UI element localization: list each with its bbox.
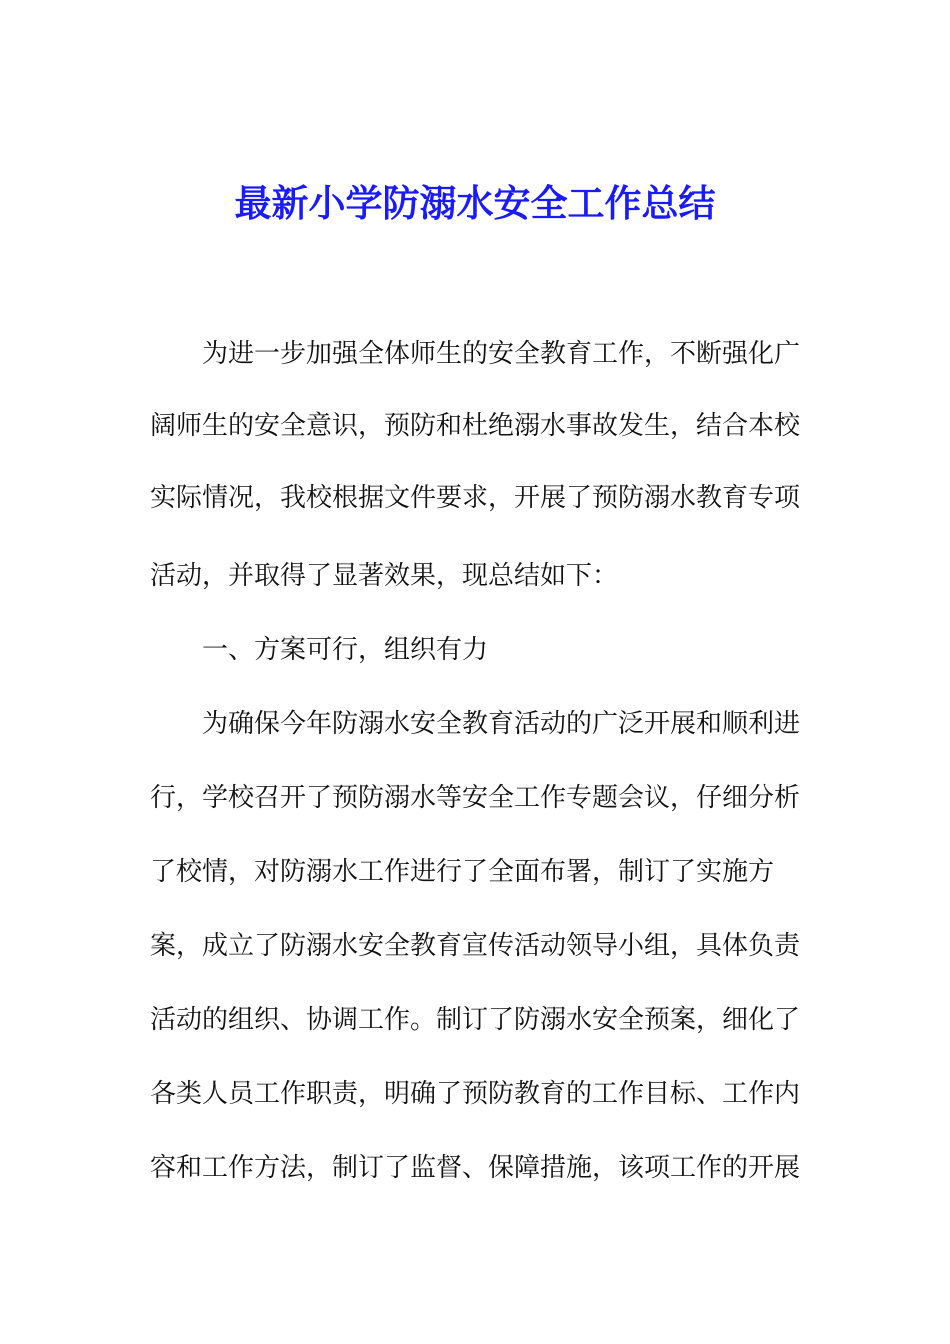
paragraph-line: 活动，并取得了显著效果，现总结如下： — [150, 561, 619, 591]
paragraph-line: 为进一步加强全体师生的安全教育工作，不断强化广 — [202, 339, 801, 369]
section-heading: 一、方案可行，组织有力 — [202, 635, 489, 665]
paragraph-line: 阔师生的安全意识，预防和杜绝溺水事故发生，结合本校 — [150, 411, 801, 441]
paragraph-line: 实际情况，我校根据文件要求，开展了预防溺水教育专项 — [150, 483, 801, 513]
paragraph-line: 容和工作方法，制订了监督、保障措施，该项工作的开展 — [150, 1153, 801, 1183]
paragraph-line: 行，学校召开了预防溺水等安全工作专题会议，仔细分析 — [150, 783, 801, 813]
paragraph-line: 了校情，对防溺水工作进行了全面布署，制订了实施方 — [150, 857, 775, 887]
document-title: 最新小学防溺水安全工作总结 — [234, 181, 716, 225]
paragraph-line: 案，成立了防溺水安全教育宣传活动领导小组，具体负责 — [150, 931, 801, 961]
paragraph-line: 为确保今年防溺水安全教育活动的广泛开展和顺利进 — [202, 709, 801, 739]
paragraph-line: 各类人员工作职责，明确了预防教育的工作目标、工作内 — [150, 1079, 801, 1109]
paragraph-line: 活动的组织、协调工作。制订了防溺水安全预案，细化了 — [150, 1005, 801, 1035]
